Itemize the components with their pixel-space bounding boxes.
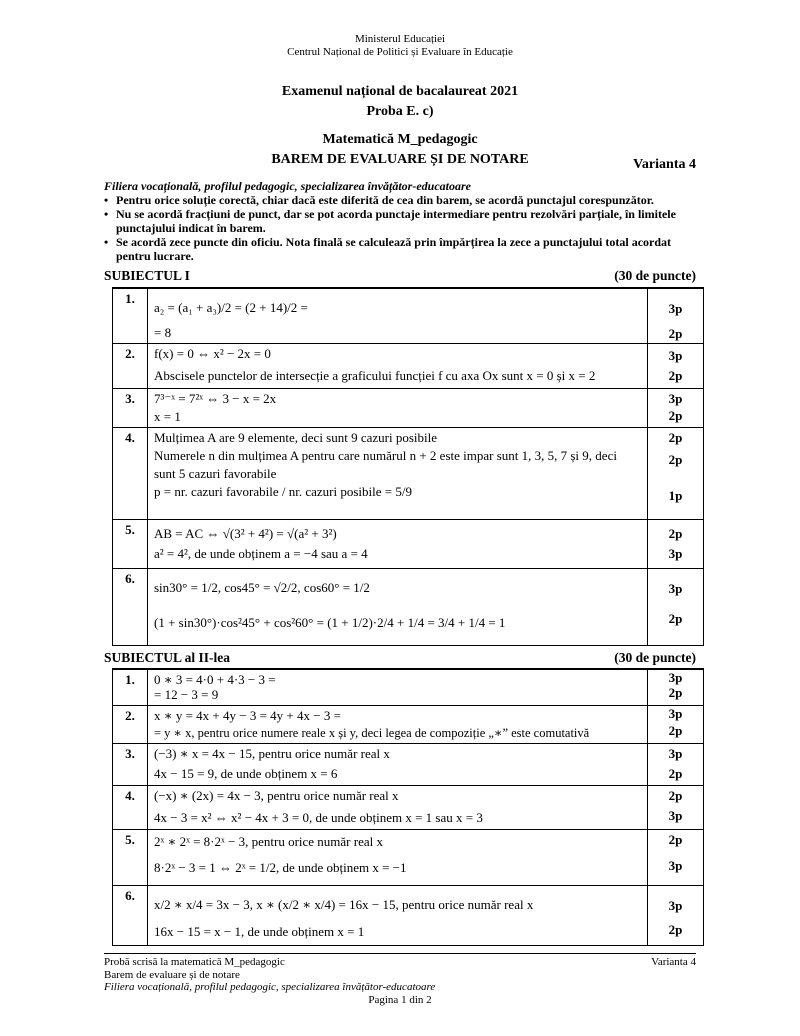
intro-bullet [104, 193, 704, 207]
footer-barem: Barem de evaluare și de notare [104, 968, 240, 981]
subiect1-title: SUBIECTUL I [104, 268, 190, 283]
footer-exam: Probă scrisă la matematică M_pedagogic [104, 956, 285, 968]
item-number: 3. [113, 744, 148, 786]
table-row [113, 428, 704, 520]
table-row [113, 786, 704, 830]
item-number: 4. [113, 428, 148, 520]
item-number: 6. [113, 569, 148, 646]
points-value: 3p [668, 858, 683, 873]
table-row [113, 669, 704, 706]
points-value: 2p [668, 922, 683, 937]
footer-variant: Varianta 4 [651, 956, 696, 968]
points-value: 2p [668, 723, 683, 738]
item-number: 2. [113, 344, 148, 389]
table-row [113, 706, 704, 744]
solution-line: (−3) ∗ x = 4x − 15, pentru orice număr real x [154, 746, 390, 761]
solution-line: 2ˣ ∗ 2ˣ = 8·2ˣ − 3, pentru orice număr real x [154, 834, 383, 849]
item-points [648, 744, 704, 786]
points-value: 2p [668, 368, 683, 383]
solution-line: f(x) = 0 ⇔ x² − 2x = 0 [154, 346, 271, 361]
solution-line: = y ∗ x, pentru orice numere reale x și y, deci legea de compoziție „∗” este comutativă [154, 726, 590, 740]
item-solution [148, 786, 648, 830]
bullet-text: Nu se acordă fracțiuni de punct, dar se pot acorda punctaje intermediare pentru rezolvări parțiale, în limitele punctajului indicat în barem. [116, 207, 676, 235]
points-value: 3p [668, 301, 683, 316]
points-value: 3p [668, 670, 683, 685]
item-solution [148, 288, 648, 344]
subiect2-heading [104, 650, 696, 666]
item-points [648, 786, 704, 830]
bullet-icon: • [104, 235, 109, 249]
item-points [648, 344, 704, 389]
bullet-icon: • [104, 193, 109, 207]
subiect1-points: (30 de puncte) [614, 268, 696, 283]
intro-bullet [104, 235, 704, 263]
bullet-text: Pentru orice soluție corectă, chiar dacă este diferită de cea din barem, se acordă punctajul corespunzător. [116, 193, 654, 207]
intro-block [104, 179, 704, 263]
solution-line: x = 1 [154, 409, 181, 424]
item-solution [148, 428, 648, 520]
points-value: 3p [668, 546, 683, 561]
subiect2-title: SUBIECTUL al II-lea [104, 650, 231, 665]
points-value: 2p [668, 832, 683, 847]
points-value: 2p [668, 526, 683, 541]
bullet-text: Se acordă zece puncte din oficiu. Nota finală se calculează prin împărțirea la zece a punctajului total acordat pentru lucrare. [116, 235, 672, 263]
item-number: 6. [113, 886, 148, 946]
item-solution [148, 706, 648, 744]
solution-line: sunt 5 cazuri favorabile [154, 466, 277, 481]
table-row [113, 886, 704, 946]
barem-title: BAREM DE EVALUARE ȘI DE NOTARE [271, 152, 529, 167]
points-value: 3p [668, 808, 683, 823]
points-value: 1p [668, 488, 683, 503]
solution-line: 7³⁻ˣ = 7²ˣ ⇔ 3 − x = 2x [154, 391, 277, 406]
solution-line: Numerele n din mulțimea A pentru care numărul n + 2 este impar sunt 1, 3, 5, 7 și 9, deci [154, 448, 617, 463]
page-footer [104, 953, 696, 1006]
solution-line: 4x − 15 = 9, de unde obținem x = 6 [154, 766, 338, 781]
ministry-name: Ministerul Educației [354, 33, 446, 45]
points-value: 3p [668, 706, 683, 721]
item-points [648, 428, 704, 520]
filiera-text: Filiera vocațională, profilul pedagogic, specializarea învățător-educatoare [104, 179, 471, 193]
item-number: 3. [113, 389, 148, 428]
table-row [113, 569, 704, 646]
footer-row [104, 956, 696, 969]
item-solution [148, 389, 648, 428]
points-value: 3p [668, 898, 683, 913]
item-number: 1. [113, 288, 148, 344]
solution-line: 0 ∗ 3 = 4·0 + 4·3 − 3 = [154, 672, 276, 687]
item-solution [148, 569, 648, 646]
item-points [648, 569, 704, 646]
subiect1-table [112, 287, 704, 646]
solution-line: = 12 − 3 = 9 [154, 687, 219, 702]
table-row [113, 520, 704, 569]
center-name: Centrul Național de Politici și Evaluare în Educație [287, 46, 513, 58]
solution-line: a² = 4², de unde obținem a = −4 sau a = 4 [154, 546, 368, 561]
item-solution [148, 344, 648, 389]
solution-line: x/2 ∗ x/4 = 3x − 3, x ∗ (x/2 ∗ x/4) = 16x − 15, pentru orice număr real x [154, 897, 534, 912]
item-number: 2. [113, 706, 148, 744]
solution-line: p = nr. cazuri favorabile / nr. cazuri posibile = 5/9 [154, 484, 412, 499]
solution-line: x ∗ y = 4x + 4y − 3 = 4y + 4x − 3 = [154, 708, 341, 723]
points-value: 2p [668, 408, 683, 423]
table-row [113, 830, 704, 886]
solution-line: (1 + sin30°)·cos²45° + cos²60° = (1 + 1/2)·2/4 + 1/4 = 3/4 + 1/4 = 1 [154, 615, 506, 630]
points-value: 2p [668, 611, 683, 626]
points-value: 2p [668, 788, 683, 803]
points-value: 2p [668, 326, 683, 341]
table-row [113, 389, 704, 428]
intro-bullet [104, 207, 704, 235]
points-value: 3p [668, 348, 683, 363]
subject-title: Matematică M_pedagogic [322, 132, 478, 147]
variant-label: Varianta 4 [633, 157, 696, 172]
item-points [648, 830, 704, 886]
item-number: 4. [113, 786, 148, 830]
solution-line: AB = AC ⇔ √(3² + 4²) = √(a² + 3²) [154, 526, 337, 541]
solution-line: a₂ = (a₁ + a₃)/2 = (2 + 14)/2 = [154, 300, 308, 315]
item-points [648, 520, 704, 569]
item-number: 5. [113, 830, 148, 886]
item-points [648, 669, 704, 706]
page-number: Pagina 1 din 2 [368, 993, 432, 1006]
item-solution [148, 669, 648, 706]
item-number: 1. [113, 669, 148, 706]
item-points [648, 389, 704, 428]
subiect2-table [112, 668, 704, 946]
item-number: 5. [113, 520, 148, 569]
points-value: 2p [668, 685, 683, 700]
points-value: 2p [668, 766, 683, 781]
item-solution [148, 886, 648, 946]
proba-title: Proba E. c) [366, 104, 434, 119]
solution-line: 4x − 3 = x² ⇔ x² − 4x + 3 = 0, de unde obținem x = 1 sau x = 3 [154, 810, 483, 825]
item-points [648, 288, 704, 344]
item-points [648, 886, 704, 946]
solution-line: (−x) ∗ (2x) = 4x − 3, pentru orice număr real x [154, 788, 399, 803]
solution-line: 16x − 15 = x − 1, de unde obținem x = 1 [154, 924, 365, 939]
solution-line: Mulțimea A are 9 elemente, deci sunt 9 cazuri posibile [154, 430, 438, 445]
points-value: 3p [668, 581, 683, 596]
table-row [113, 344, 704, 389]
item-points [648, 706, 704, 744]
subiect2-points: (30 de puncte) [614, 650, 696, 665]
footer-filiera: Filiera vocațională, profilul pedagogic, specializarea învățător-educatoare [104, 981, 436, 993]
bullet-icon: • [104, 207, 109, 221]
solution-line: = 8 [154, 325, 172, 340]
item-solution [148, 830, 648, 886]
table-row [113, 744, 704, 786]
item-solution [148, 520, 648, 569]
page-header [0, 33, 800, 59]
points-value: 2p [668, 452, 683, 467]
points-value: 2p [668, 430, 683, 445]
solution-line: 8·2ˣ − 3 = 1 ⇔ 2ˣ = 1/2, de unde obținem x = −1 [154, 860, 407, 875]
exam-title: Examenul național de bacalaureat 2021 [281, 84, 519, 99]
points-value: 3p [668, 391, 683, 406]
table-row [113, 288, 704, 344]
points-value: 3p [668, 746, 683, 761]
solution-line: Abscisele punctelor de intersecție a graficului funcției f cu axa Ox sunt x = 0 și x = 2 [154, 368, 596, 383]
solution-line: sin30° = 1/2, cos45° = √2/2, cos60° = 1/2 [154, 580, 370, 595]
item-solution [148, 744, 648, 786]
subiect1-heading [104, 268, 696, 284]
